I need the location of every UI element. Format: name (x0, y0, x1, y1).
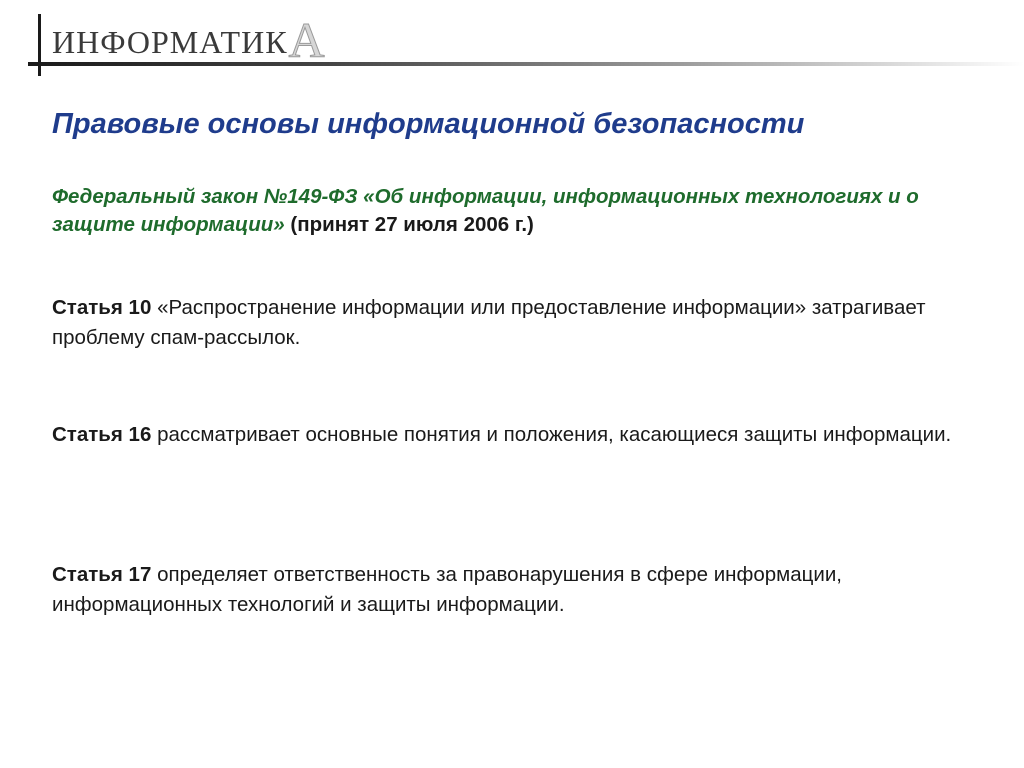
article-label: Статья 10 (52, 296, 152, 319)
logo-letter: А (288, 12, 326, 68)
article-16 (52, 420, 972, 450)
article-text: определяет ответственность за правонарушения в сфере информации, информационных технологий и защиты информации. (52, 563, 843, 616)
slide-title: Правовые основы информационной безопасности (52, 108, 805, 140)
law-name: Федеральный закон №149-ФЗ «Об информации, информационных технологиях и о защите информации» (52, 185, 919, 236)
article-10 (52, 293, 972, 353)
logo (52, 12, 326, 68)
logo-text: ИНФОРМАТИК (52, 24, 288, 60)
slide-header (0, 0, 1024, 80)
header-vertical-line (38, 14, 41, 76)
law-date: (принят 27 июля 2006 г.) (290, 213, 534, 236)
header-horizontal-line (28, 62, 1024, 66)
article-17 (52, 560, 972, 620)
article-label: Статья 16 (52, 423, 152, 446)
article-text: рассматривает основные понятия и положения, касающиеся защиты информации. (157, 423, 952, 446)
article-text: «Распространение информации или предоставление информации» затрагивает проблему спам-рассылок. (52, 296, 926, 349)
article-label: Статья 17 (52, 563, 152, 586)
law-reference (52, 183, 972, 239)
